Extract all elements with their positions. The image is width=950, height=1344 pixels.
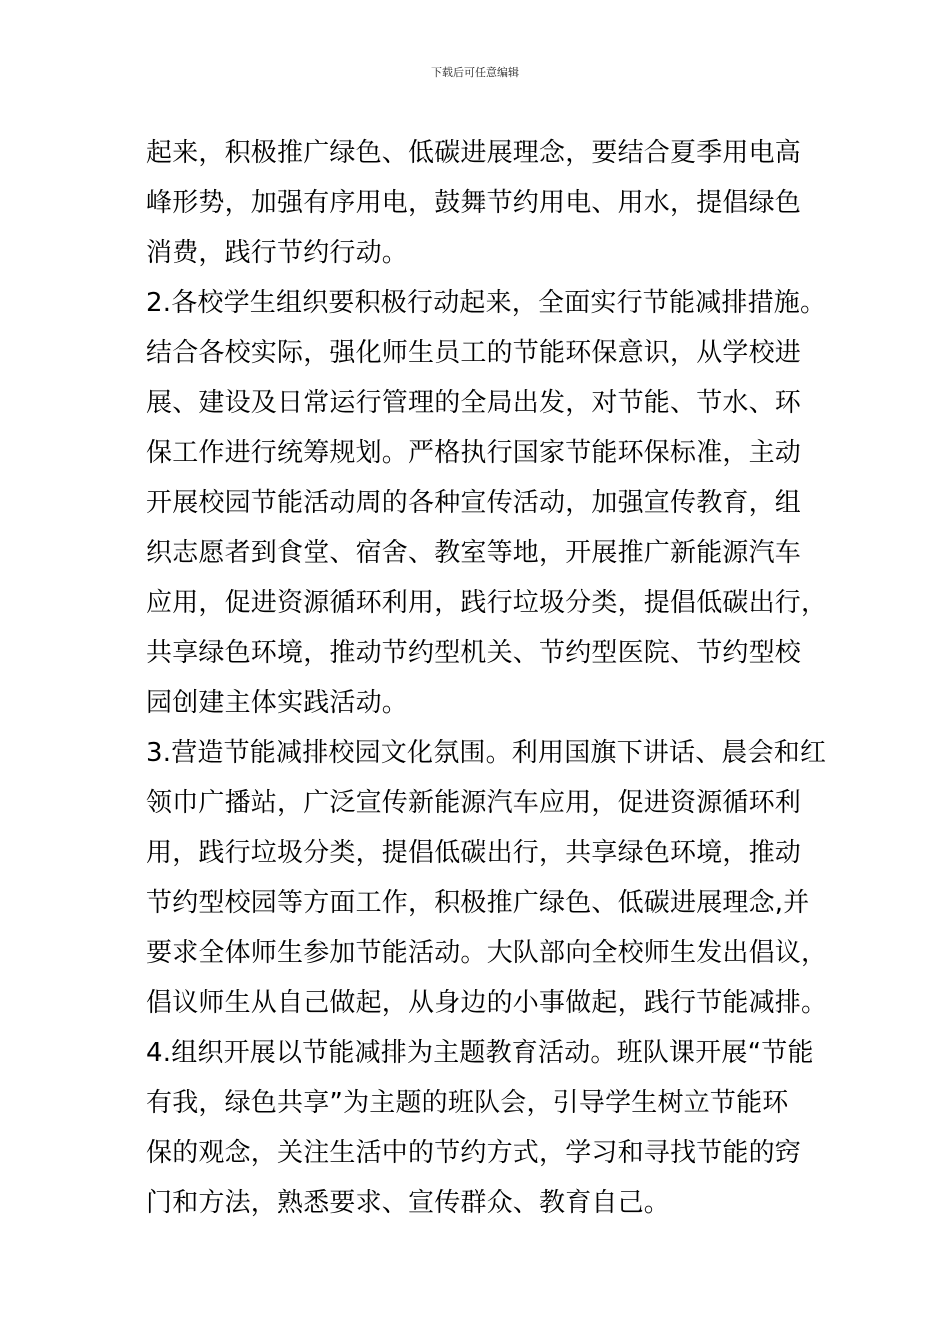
text-line: 用，践行垃圾分类，提倡低碳出行，共享绿色环境，推动 [146, 838, 802, 868]
text-line: 应用，促进资源循环利用，践行垃圾分类，提倡低碳出行， [146, 588, 828, 618]
text-line: 倡议师生从自己做起，从身边的小事做起，践行节能减排。 [146, 988, 828, 1018]
text-line: 开展校园节能活动周的各种宣传活动，加强宣传教育，组 [146, 488, 802, 518]
text-line: 起来，积极推广绿色、低碳进展理念，要结合夏季用电高 [146, 138, 802, 168]
text-line: 3.营造节能减排校园文化氛围。利用国旗下讲话、晨会和红 [146, 738, 827, 768]
text-line: 保的观念，关注生活中的节约方式，学习和寻找节能的窍 [146, 1138, 802, 1168]
text-line: 保工作进行统筹规划。严格执行国家节能环保标准，主动 [146, 438, 802, 468]
text-line: 展、建设及日常运行管理的全局出发，对节能、节水、环 [146, 388, 802, 418]
text-line: 节约型校园等方面工作，积极推广绿色、低碳进展理念,并 [146, 888, 810, 918]
text-line: 共享绿色环境，推动节约型机关、节约型医院、节约型校 [146, 638, 802, 668]
text-line: 要求全体师生参加节能活动。大队部向全校师生发出倡议， [146, 938, 828, 968]
text-line: 织志愿者到食堂、宿舍、教室等地，开展推广新能源汽车 [146, 538, 802, 568]
text-line: 2.各校学生组织要积极行动起来，全面实行节能减排措施。 [146, 288, 827, 318]
text-line: 有我，绿色共享”为主题的班队会，引导学生树立节能环 [146, 1088, 789, 1118]
page-header: 下载后可任意编辑 [431, 66, 519, 79]
text-line: 园创建主体实践活动。 [146, 688, 409, 718]
text-line: 领巾广播站，广泛宣传新能源汽车应用，促进资源循环利 [146, 788, 802, 818]
text-line: 消费，践行节约行动。 [146, 238, 409, 268]
text-line: 峰形势，加强有序用电，鼓舞节约用电、用水，提倡绿色 [146, 188, 802, 218]
text-line: 4.组织开展以节能减排为主题教育活动。班队课开展“节能 [146, 1038, 814, 1068]
text-line: 门和方法，熟悉要求、宣传群众、教育自己。 [146, 1188, 671, 1218]
text-line: 结合各校实际，强化师生员工的节能环保意识，从学校进 [146, 338, 802, 368]
document-body [146, 128, 826, 1228]
